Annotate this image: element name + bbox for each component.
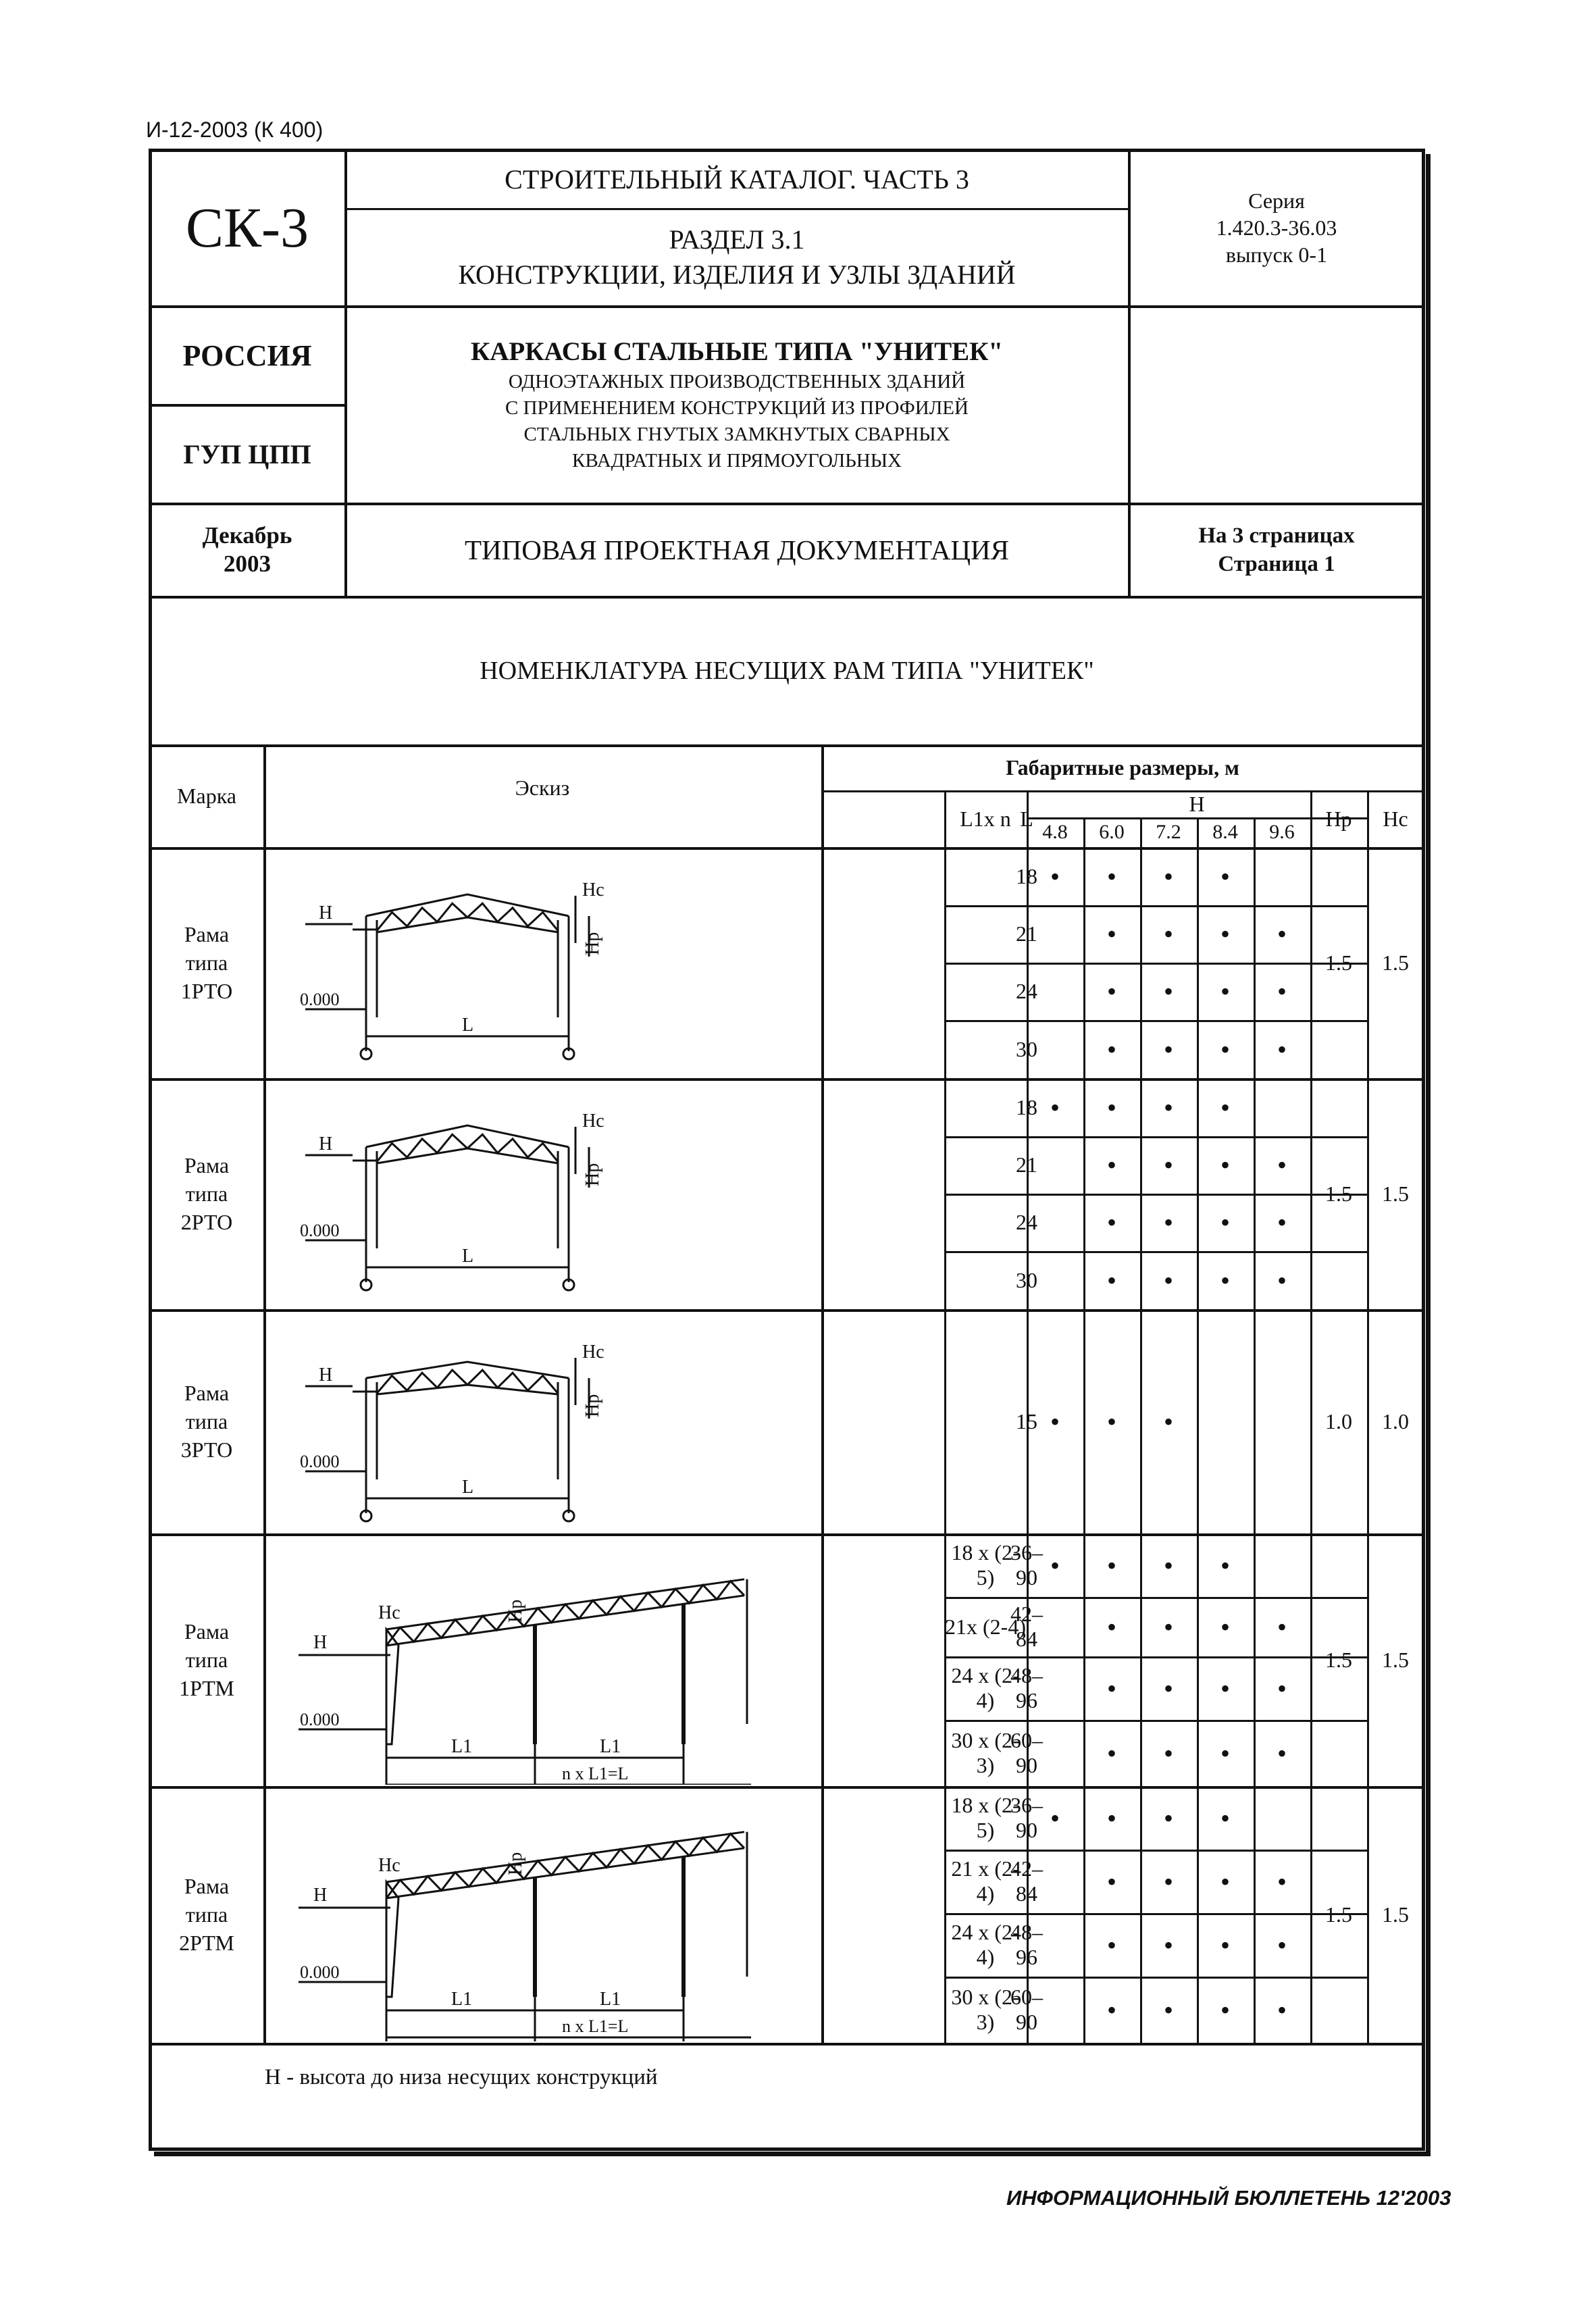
sketch-label-h: H (319, 903, 333, 923)
frame-mark (150, 1309, 263, 1533)
cell-h-mark (1254, 1078, 1310, 1136)
frame-mark (150, 1786, 263, 2043)
column-header-sketch: Эскиз (515, 776, 570, 800)
cell-h-mark: • (1277, 1207, 1287, 1238)
sketch-label-hp: Hp (582, 932, 603, 955)
sketch-label-l1: L1 (600, 1989, 621, 2010)
sketch-label-l1: L1 (451, 1989, 473, 2010)
cell-l1n: 30 x (2-3) (951, 1728, 1020, 1777)
cell-h-mark: • (1163, 1265, 1173, 1296)
product-line: СТАЛЬНЫХ ГНУТЫХ ЗАМКНУТЫХ СВАРНЫХ (523, 424, 950, 445)
cell-h-mark (1027, 1913, 1083, 1977)
cell-h-mark: • (1050, 1092, 1060, 1123)
sketch-label-h: H (319, 1134, 333, 1154)
cell-hc: 1.5 (1382, 1181, 1409, 1206)
sketch-label-nl: n x L1=L (562, 2016, 629, 2036)
column-left (386, 1629, 398, 1744)
document-code: И-12-2003 (К 400) (146, 118, 324, 142)
cell-h-mark: • (1050, 1802, 1060, 1833)
sketch-label-nl: n x L1=L (562, 1764, 629, 1783)
cell-h-mark (1254, 847, 1310, 905)
section-number: РАЗДЕЛ 3.1 (669, 224, 805, 255)
sketch-label-hc: Hc (582, 1111, 604, 1132)
column-header-h-value: 7.2 (1156, 821, 1181, 843)
frame-mark-line: типа (185, 1181, 228, 1206)
sketch-label-zero: 0.000 (300, 1962, 340, 1982)
cell-l1n (944, 905, 1027, 963)
cell-h-mark (1027, 1597, 1083, 1656)
cell-h-mark: • (1220, 1034, 1230, 1065)
product-title: КАРКАСЫ СТАЛЬНЫЕ ТИПА "УНИТЕК" (470, 337, 1004, 366)
cell-hc: 1.0 (1382, 1408, 1409, 1433)
cell-h-mark: • (1106, 1092, 1116, 1123)
cell-h-mark (1027, 963, 1083, 1020)
sketch-label-l: L (462, 1246, 474, 1267)
cell-h-mark: • (1106, 1737, 1116, 1769)
sketch-label-hp: Hp (582, 1163, 603, 1186)
cell-h-mark: • (1220, 1550, 1230, 1581)
country: РОССИЯ (182, 338, 312, 372)
column-header-h-value: 8.4 (1212, 821, 1238, 843)
document-type: ТИПОВАЯ ПРОЕКТНАЯ ДОКУМЕНТАЦИЯ (464, 534, 1010, 565)
cell-h-mark: • (1163, 1034, 1173, 1065)
table-gridline (150, 2043, 1424, 2045)
catalog-code: СК-3 (185, 196, 309, 259)
column-header-h-value: 6.0 (1099, 821, 1125, 843)
cell-h-mark: • (1220, 1611, 1230, 1642)
cell-h-mark: • (1220, 1994, 1230, 2025)
cell-h-mark: • (1163, 1150, 1173, 1180)
cell-h-mark (1254, 1309, 1310, 1533)
organization: ГУП ЦПП (183, 438, 311, 469)
cell-h-mark: • (1220, 1673, 1230, 1704)
column-header-dimensions: Габаритные размеры, м (1006, 755, 1239, 780)
cell-h-mark (1027, 1850, 1083, 1913)
cell-h-mark: • (1277, 919, 1287, 949)
column-header-h-value: 4.8 (1042, 821, 1068, 843)
cell-h-mark: • (1220, 1929, 1230, 1960)
cell-l1n (944, 1251, 1027, 1309)
section-title (346, 209, 1128, 305)
cell-h-mark (1027, 1136, 1083, 1194)
cell-hp: 1.5 (1325, 950, 1352, 975)
cell-h-mark: • (1106, 1034, 1116, 1065)
cell-l1n (944, 1020, 1027, 1078)
cell-h-mark: • (1220, 976, 1230, 1007)
cell-h-mark: • (1106, 861, 1116, 892)
column-header-l1n: L1x n (960, 806, 1011, 831)
cell-h-mark: • (1163, 1611, 1173, 1642)
product-line: КВАДРАТНЫХ И ПРЯМОУГОЛЬНЫХ (572, 450, 902, 472)
sketch-label-hc: Hc (378, 1855, 401, 1876)
sketch-label-h: H (319, 1365, 333, 1386)
frame-mark-line: Рама (184, 1153, 230, 1177)
frame-mark-line: Рама (184, 1874, 230, 1898)
cell-h-mark (1027, 1194, 1083, 1251)
section-name: КОНСТРУКЦИИ, ИЗДЕЛИЯ И УЗЛЫ ЗДАНИЙ (458, 259, 1016, 290)
cell-h-mark: • (1277, 1265, 1287, 1296)
sketch-label-hp: Hp (582, 1394, 603, 1417)
cell-h-mark: • (1163, 976, 1173, 1007)
table-title: НОМЕНКЛАТУРА НЕСУЩИХ РАМ ТИПА "УНИТЕК" (480, 657, 1094, 685)
sketch-label-hp: Hp (505, 1852, 526, 1875)
cell-h-mark: • (1220, 1802, 1230, 1833)
frame-mark-line: типа (185, 1409, 228, 1433)
frame-mark-line: типа (185, 950, 228, 975)
cell-h-mark (1197, 1309, 1254, 1533)
cell-h-mark: • (1106, 1207, 1116, 1238)
cell-hc: 1.5 (1382, 1902, 1409, 1927)
frame-mark (150, 1078, 263, 1309)
cell-h-mark: • (1163, 1802, 1173, 1833)
truss-web (377, 1370, 558, 1393)
cell-h-mark: • (1220, 1150, 1230, 1180)
frame-mark-line: 2РТО (180, 1210, 233, 1234)
cell-hp: 1.0 (1325, 1408, 1352, 1433)
column-header-mark: Марка (177, 783, 236, 808)
cell-h-mark (1027, 1977, 1083, 2043)
sketch-label-h: H (313, 1632, 328, 1653)
cell-l1n (944, 847, 1027, 905)
page-number: Страница 1 (1218, 552, 1335, 576)
frame-mark-line: типа (185, 1902, 228, 1927)
cell-h-mark: • (1163, 1406, 1173, 1437)
cell-h-mark: • (1277, 1866, 1287, 1897)
cell-h-mark: • (1277, 976, 1287, 1007)
cell-h-mark: • (1106, 1866, 1116, 1897)
cell-h-mark: • (1163, 919, 1173, 949)
frame-mark-line: Рама (184, 1619, 230, 1644)
cell-h-mark: • (1277, 1034, 1287, 1065)
cell-h-mark: • (1277, 1150, 1287, 1180)
cell-h-mark (1027, 1656, 1083, 1720)
cell-l1n: 18 x (2-5) (951, 1540, 1020, 1590)
cell-hc: 1.5 (1382, 1647, 1409, 1672)
cell-h-mark (1027, 1251, 1083, 1309)
sketch-label-zero: 0.000 (300, 1452, 340, 1471)
cell-l1n: 24 x (2-4) (951, 1920, 1020, 1969)
cell-h-mark: • (1106, 919, 1116, 949)
frame-sketch-1rto (265, 848, 819, 1077)
cell-h-mark: • (1220, 919, 1230, 949)
page-info (1129, 504, 1424, 596)
cell-hp: 1.5 (1325, 1181, 1352, 1206)
sketch-label-hc: Hc (378, 1602, 401, 1623)
truss-web (386, 1834, 744, 1898)
cell-h-mark: • (1220, 1207, 1230, 1238)
cell-l1n: 18 x (2-5) (951, 1793, 1020, 1842)
frame-sketch-1rtm (265, 1535, 819, 1785)
cell-h-mark: • (1220, 1866, 1230, 1897)
cell-h-mark: • (1163, 1994, 1173, 2025)
issue-year: 2003 (224, 551, 271, 577)
table-gridline (821, 744, 824, 2043)
cell-h-mark (1254, 1533, 1310, 1597)
sketch-label-h: H (313, 1885, 328, 1906)
cell-h-mark: • (1163, 1550, 1173, 1581)
sketch-label-hc: Hc (582, 1342, 604, 1363)
series-issue: выпуск 0-1 (1225, 243, 1328, 267)
cell-l1n (944, 1078, 1027, 1136)
truss-top-chord (366, 894, 569, 916)
cell-hp: 1.5 (1325, 1647, 1352, 1672)
cell-h-mark: • (1050, 861, 1060, 892)
product-description (346, 307, 1128, 503)
sketch-label-l: L (462, 1477, 474, 1498)
cell-hp: 1.5 (1325, 1902, 1352, 1927)
truss-web (386, 1581, 744, 1646)
truss-top-chord (366, 1125, 569, 1147)
cell-l1n (944, 1194, 1027, 1251)
frame-mark-line: типа (185, 1648, 228, 1672)
cell-h-mark: • (1106, 1802, 1116, 1833)
cell-h-mark (1027, 905, 1083, 963)
frame-mark-line: 3РТО (180, 1438, 233, 1462)
cell-h-mark: • (1106, 1611, 1116, 1642)
frame-mark-line: 2РТМ (179, 1931, 234, 1955)
cell-h-mark: • (1163, 1207, 1173, 1238)
cell-h-mark: • (1106, 1929, 1116, 1960)
cell-h-mark: • (1106, 1550, 1116, 1581)
cell-h-mark: • (1163, 861, 1173, 892)
cell-h-mark: • (1163, 1929, 1173, 1960)
cell-h-mark: • (1220, 861, 1230, 892)
issue-month: Декабрь (202, 522, 292, 549)
cell-h-mark: • (1277, 1673, 1287, 1704)
cell-hc: 1.5 (1382, 950, 1409, 975)
cell-h-mark: • (1163, 1737, 1173, 1769)
product-line: ОДНОЭТАЖНЫХ ПРОИЗВОДСТВЕННЫХ ЗДАНИЙ (508, 371, 966, 392)
cell-h-mark: • (1277, 1737, 1287, 1769)
cell-h-mark: • (1277, 1994, 1287, 2025)
sketch-label-zero: 0.000 (300, 990, 340, 1009)
column-header-hc: Hc (1383, 806, 1408, 831)
cell-h-mark: • (1277, 1611, 1287, 1642)
cell-l1n (944, 1309, 1027, 1533)
cell-h-mark: • (1106, 1673, 1116, 1704)
cell-l1n: 21 x (2-4) (951, 1856, 1020, 1906)
cell-h-mark: • (1106, 1994, 1116, 2025)
cell-h-mark: • (1277, 1929, 1287, 1960)
frame-mark-line: Рама (184, 922, 230, 946)
frame-sketch-2rto (265, 1079, 819, 1308)
cell-h-mark: • (1163, 1673, 1173, 1704)
bulletin-footer: ИНФОРМАЦИОННЫЙ БЮЛЛЕТЕНЬ 12'2003 (1006, 2186, 1451, 2210)
sketch-label-zero: 0.000 (300, 1710, 340, 1729)
frame-mark-line: 1РТМ (179, 1676, 234, 1700)
cell-h-mark (1254, 1786, 1310, 1850)
frame-sketch-2rtm (265, 1787, 819, 2041)
column-left (386, 1882, 398, 1997)
cell-h-mark: • (1163, 1092, 1173, 1123)
sketch-label-l: L (462, 1015, 474, 1036)
pages-total: На 3 страницах (1198, 524, 1355, 548)
series-number: 1.420.3-36.03 (1216, 215, 1337, 240)
sketch-label-hp: Hp (505, 1599, 526, 1623)
issue-date (150, 504, 344, 596)
series-info (1129, 150, 1424, 305)
table-note: H - высота до низа несущих конструкций (265, 2064, 658, 2089)
cell-l1n: 30 x (2-3) (951, 1985, 1020, 2034)
cell-h-mark: • (1050, 1406, 1060, 1437)
cell-l1n (944, 963, 1027, 1020)
cell-h-mark: • (1106, 1265, 1116, 1296)
product-line: С ПРИМЕНЕНИЕМ КОНСТРУКЦИЙ ИЗ ПРОФИЛЕЙ (505, 397, 969, 419)
series-label: Серия (1248, 188, 1305, 213)
cell-l1n (944, 1136, 1027, 1194)
cell-h-mark: • (1106, 976, 1116, 1007)
frame-mark (150, 847, 263, 1078)
column-header-hp: Hp (1325, 806, 1352, 831)
frame-mark-line: 1РТО (180, 979, 233, 1003)
sketch-label-zero: 0.000 (300, 1221, 340, 1240)
column-header-h: H (1189, 791, 1205, 816)
catalog-title: СТРОИТЕЛЬНЫЙ КАТАЛОГ. ЧАСТЬ 3 (505, 163, 969, 195)
column-header-h-value: 9.6 (1269, 821, 1295, 843)
truss-top-chord (366, 1362, 569, 1378)
frame-mark (150, 1533, 263, 1786)
cell-h-mark: • (1163, 1866, 1173, 1897)
cell-h-mark: • (1050, 1550, 1060, 1581)
frame-sketch-3rto (265, 1311, 819, 1532)
cell-h-mark: • (1106, 1406, 1116, 1437)
sketch-label-hc: Hc (582, 880, 604, 900)
sketch-label-l1: L1 (451, 1736, 473, 1757)
cell-h-mark: • (1220, 1737, 1230, 1769)
cell-h-mark (1027, 1020, 1083, 1078)
cell-h-mark: • (1220, 1092, 1230, 1123)
cell-h-mark (1027, 1720, 1083, 1786)
cell-l1n: 21x (2-4) (945, 1614, 1026, 1639)
sketch-label-l1: L1 (600, 1736, 621, 1757)
cell-l1n: 24 x (2-4) (951, 1663, 1020, 1712)
cell-h-mark: • (1106, 1150, 1116, 1180)
frame-mark-line: Рама (184, 1381, 230, 1405)
cell-h-mark: • (1220, 1265, 1230, 1296)
